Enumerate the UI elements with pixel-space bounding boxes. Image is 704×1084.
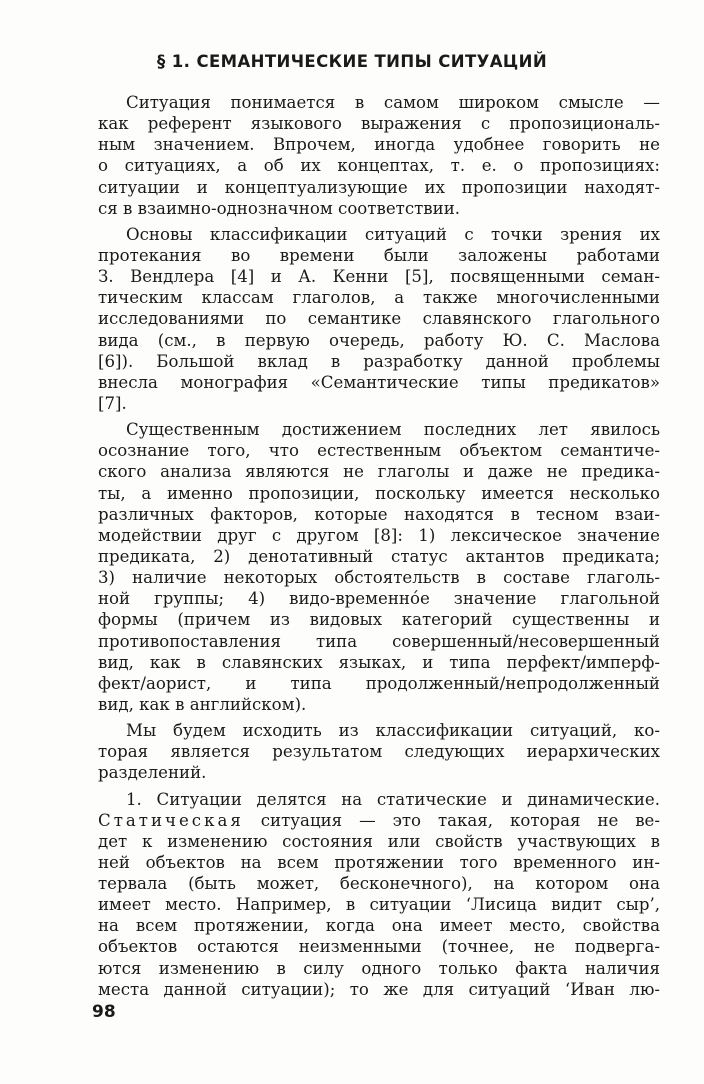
text-line: тервала (быть может, бесконечного), на котором она (98, 874, 660, 894)
text-line: дет к изменению состояния или свойств участвующих в (98, 831, 660, 851)
text-line: объектов остаются неизменными (точнее, не подверга- (98, 937, 660, 957)
text-line: Существенным достижением последних лет явилось (126, 420, 660, 440)
text-line: ся в взаимно-однозначном соответствии. (98, 198, 461, 218)
paragraph-4 (98, 720, 660, 783)
text-line: ней объектов на всем протяжении того временного ин- (98, 852, 660, 872)
page-number: 98 (92, 1002, 116, 1022)
paragraph-3 (98, 419, 660, 715)
text-line: Ситуация понимается в самом широком смысле — (126, 93, 660, 112)
text-line: протекания во времени были заложены работами (98, 245, 660, 265)
text-line: тическим классам глаголов, а также многочисленными (98, 288, 660, 308)
text-line: Основы классификации ситуаций с точки зрения их (126, 224, 660, 244)
text-line: 3) наличие некоторых обстоятельств в составе глаголь- (98, 568, 660, 588)
text-line: модействии друг с другом [8]: 1) лексическое значение (98, 525, 660, 545)
text-line: осознание того, что естественным объектом семантиче- (98, 441, 660, 461)
text-line: предиката, 2) денотативный статус актантов предиката; (98, 546, 660, 566)
text-line: как референт языкового выражения с пропозициональ- (98, 114, 660, 134)
text-line: фект/аорист, и типа продолженный/непродолженный (98, 673, 660, 693)
text-line: ной группы; 4) видо-временнóе значение глагольной (98, 589, 660, 609)
text-line: вид, как в славянских языках, и типа перфект/имперф- (98, 652, 660, 672)
text-line: 1. Ситуации делятся на статические и динамические. (126, 789, 660, 809)
text-line: ются изменению в силу одного только факта наличия (98, 958, 660, 978)
text-line: на всем протяжении, когда она имеет место, свойства (98, 916, 660, 936)
text-line: противопоставления типа совершенный/несовершенный (98, 631, 660, 651)
text-line: исследованиями по семантике славянского глагольного (98, 309, 660, 329)
text-line: вид, как в английском). (98, 694, 307, 714)
text-line: торая является результатом следующих иерархических (98, 742, 660, 762)
text-line: имеет место. Например, в ситуации ‘Лисица видит сыр’, (98, 895, 660, 915)
paragraph-1 (98, 92, 660, 219)
paragraph-5 (98, 789, 660, 1000)
text-line (98, 810, 660, 831)
text-line: различных факторов, которые находятся в тесном взаи- (98, 504, 660, 524)
text-line: ситуации и концептуализующие их пропозиции находят- (98, 177, 660, 197)
text-line: ского анализа являются не глаголы и даже не предика- (98, 462, 660, 482)
body-text (98, 92, 660, 1000)
text-line: формы (причем из видовых категорий существенны и (98, 610, 660, 630)
section-heading: § 1. СЕМАНТИЧЕСКИЕ ТИПЫ СИТУАЦИЙ (156, 52, 548, 71)
text-line: Мы будем исходить из классификации ситуаций, ко- (126, 721, 660, 741)
emphasized-term: Статическая (98, 810, 244, 830)
paragraph-2 (98, 224, 660, 414)
text-fragment: ситуация — это такая, которая не ве- (243, 810, 660, 830)
text-line: о ситуациях, а об их концептах, т. е. о пропозициях: (98, 156, 660, 176)
text-line: ты, а именно пропозиции, поскольку имеется несколько (98, 483, 660, 503)
text-line: места данной ситуации); то же для ситуаций ‘Иван лю- (98, 979, 660, 999)
text-line: внесла монография «Семантические типы предикатов» (98, 372, 660, 392)
text-line: ным значением. Впрочем, иногда удобнее говорить не (98, 135, 660, 155)
text-line: [6]). Большой вклад в разработку данной проблемы (98, 351, 660, 371)
text-line: разделений. (98, 763, 207, 783)
text-line: [7]. (98, 393, 127, 413)
text-line: вида (см., в первую очередь, работу Ю. С. Маслова (98, 330, 660, 350)
text-line: З. Вендлера [4] и А. Кенни [5], посвященными семан- (98, 267, 660, 287)
